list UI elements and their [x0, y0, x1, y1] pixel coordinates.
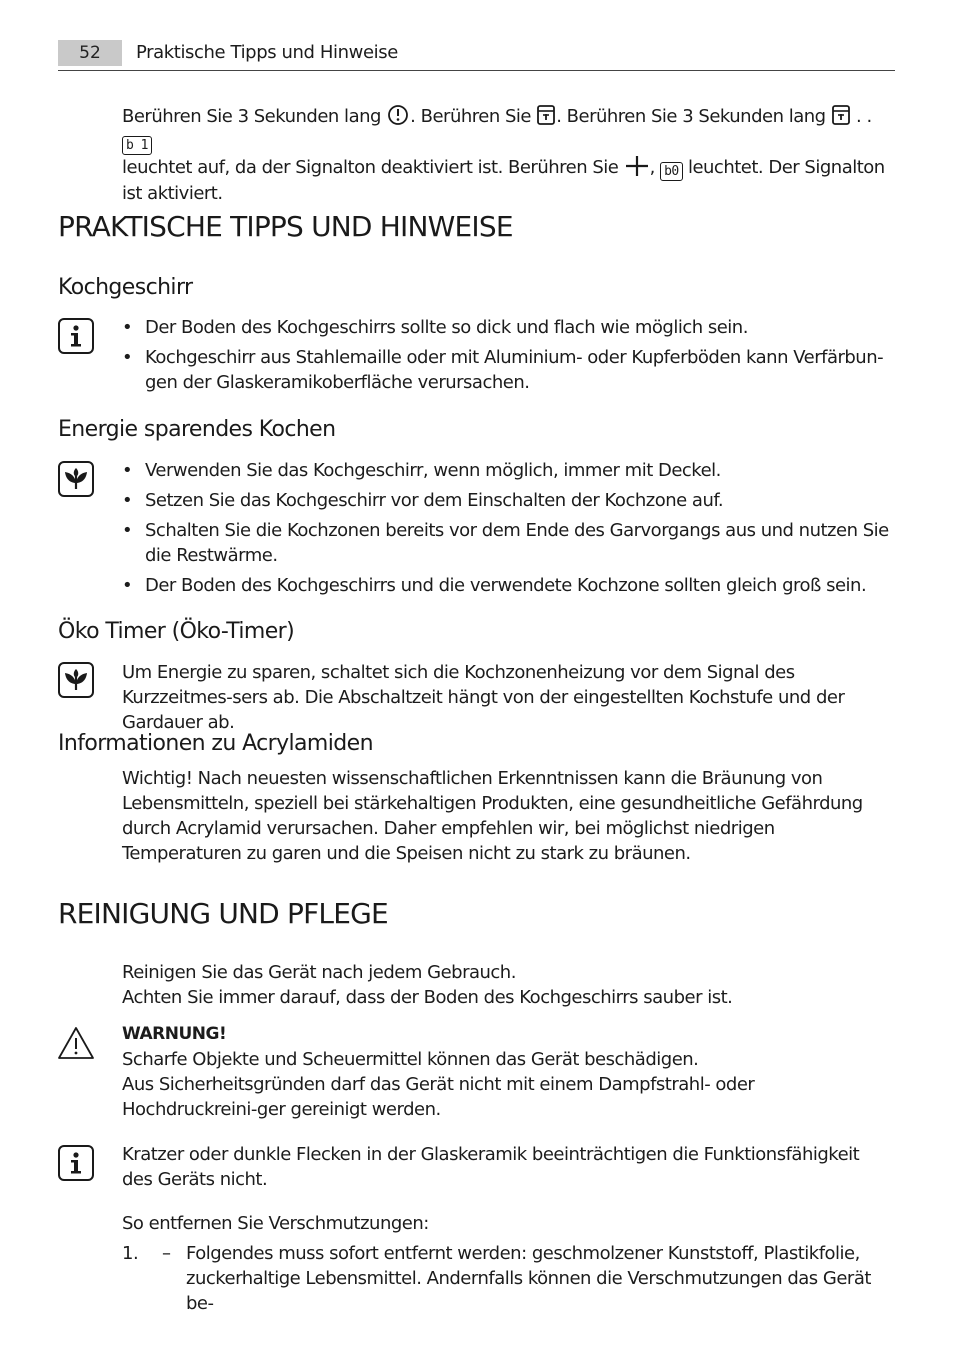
eco-icon [58, 662, 94, 698]
running-header-title: Praktische Tipps und Hinweise [136, 42, 398, 63]
subheading-kochgeschirr: Kochgeschirr [58, 275, 193, 300]
list-item: • Der Boden des Kochgeschirrs und die verwendete Kochzone sollten gleich groß sein. [122, 575, 867, 596]
page-number: 52 [58, 40, 122, 66]
plus-icon [624, 155, 650, 177]
list-item-text: Folgendes muss sofort entfernt werden: geschmolzener Kunststoff, Plastikfolie, zuckerhaltige Lebensmittel. Andernfalls können die Verschmutzungen das Gerät be- [186, 1243, 871, 1314]
lock-icon [536, 104, 556, 126]
lock-icon [831, 104, 851, 126]
energie-list [122, 458, 894, 603]
list-item: • Kochgeschirr aus Stahlemaille oder mit Aluminium- oder Kupferböden kann Verfärbun-gen der Glaskeramikoberfläche verursachen. [122, 347, 884, 393]
remove-intro: So entfernen Sie Verschmutzungen: [122, 1213, 429, 1234]
oeko-timer-text: Um Energie zu sparen, schaltet sich die Kochzonenheizung vor dem Signal des Kurzzeitmes-sers ab. Die Abschaltzeit hängt von der eingestellten Kochstufe und der Gardauer ab. [122, 662, 845, 733]
cleaning-intro: Reinigen Sie das Gerät nach jedem Gebrauch. Achten Sie immer darauf, dass der Boden des Kochgeschirrs sauber ist. [122, 962, 733, 1008]
section-title-tips: PRAKTISCHE TIPPS UND HINWEISE [58, 210, 513, 243]
eco-icon [58, 461, 94, 497]
info-icon [58, 318, 94, 354]
list-item: • Setzen Sie das Kochgeschirr vor dem Einschalten der Kochzone auf. [122, 490, 724, 511]
display-b0-icon: b0 [660, 162, 683, 181]
list-item: • Schalten Sie die Kochzonen bereits vor dem Ende des Garvorgangs aus und nutzen Sie die Restwärme. [122, 520, 889, 566]
list-number: 1. [122, 1243, 139, 1264]
info-text: Kratzer oder dunkle Flecken in der Glaskeramik beeinträchtigen die Funktionsfähigkeit des Geräts nicht. [122, 1144, 860, 1190]
acrylamide-text: Wichtig! Nach neuesten wissenschaftlichen Erkenntnissen kann die Bräunung von Lebensmitteln, speziell bei stärkehaltigen Produkten, eine gesundheitliche Gefährdung durch Acrylamid verursachen. Daher empfehlen wir, bei möglichst niedrigen Temperaturen zu garen und die Speisen nicht zu stark zu bräunen. [122, 768, 863, 864]
timer-icon [386, 104, 410, 126]
warning-block: WARNUNG! Scharfe Objekte und Scheuermittel können das Gerät beschädigen. Aus Sicherheitsgründen darf das Gerät nicht mit einem Dampfstrahl- oder Hochdruckreini-ger gereinigt werden. [122, 1022, 894, 1122]
display-b1-icon: b 1 [122, 136, 152, 155]
kochgeschirr-list [122, 315, 894, 400]
list-item: • Verwenden Sie das Kochgeschirr, wenn möglich, immer mit Deckel. [122, 460, 721, 481]
warning-icon [57, 1025, 95, 1061]
subheading-oeko-timer: Öko Timer (Öko-Timer) [58, 619, 295, 644]
info-icon [58, 1145, 94, 1181]
header-divider [58, 70, 895, 71]
section-title-cleaning: REINIGUNG UND PFLEGE [58, 897, 388, 930]
subheading-energie: Energie sparendes Kochen [58, 417, 336, 442]
list-item: • Der Boden des Kochgeschirrs sollte so dick und flach wie möglich sein. [122, 317, 748, 338]
list-dash: – [162, 1243, 171, 1264]
warning-title: WARNUNG! [122, 1024, 227, 1044]
subheading-acrylamide: Informationen zu Acrylamiden [58, 731, 373, 756]
intro-paragraph: Berühren Sie 3 Sekunden lang . Berühren Sie . Berühren Sie 3 Sekunden lang . . b 1 leuchtet auf, da der Signalton deaktiviert ist. Berühren Sie , b0 leuchtet. Der Signalton ist aktiviert. [122, 106, 885, 204]
